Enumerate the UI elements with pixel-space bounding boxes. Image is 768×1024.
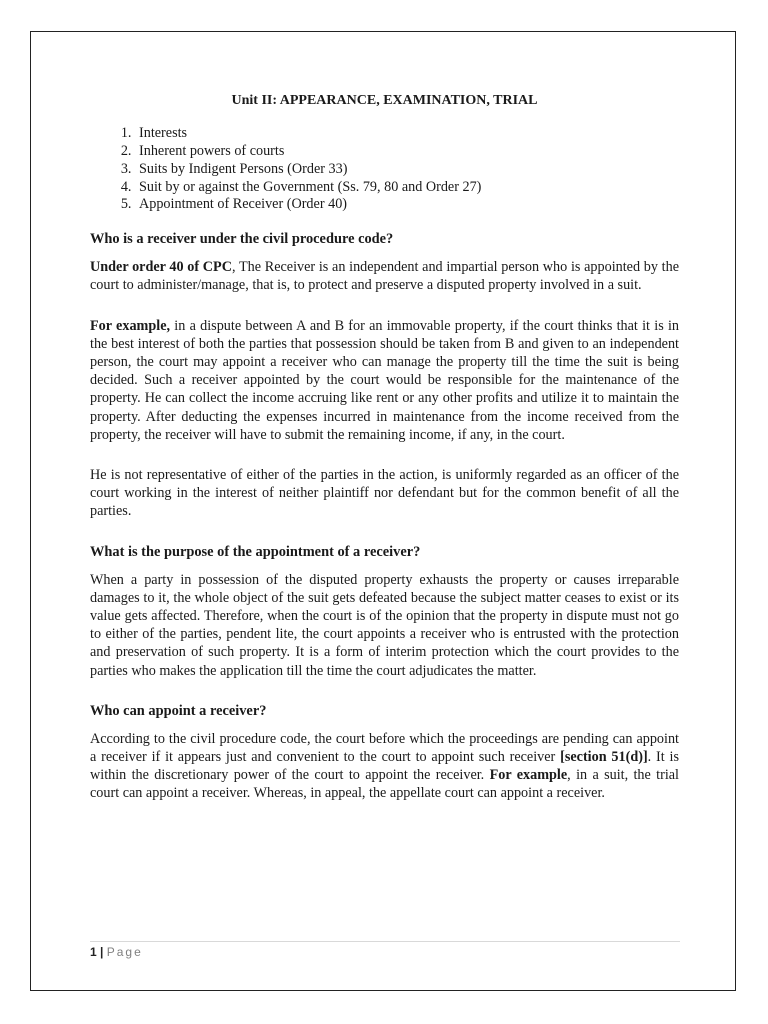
section-heading-who-can-appoint: Who can appoint a receiver? xyxy=(90,702,267,719)
paragraph-who-can-appoint xyxy=(90,730,679,803)
paragraph-text: According to the civil procedure code, the court before which the proceedings are pending can appoint a receiver if it appears just and convenient to the court to appoint such receiver xyxy=(90,730,679,766)
bold-phrase: Under order 40 of CPC xyxy=(90,259,232,276)
section-heading-purpose: What is the purpose of the appointment of a receiver? xyxy=(90,543,421,560)
page-separator: | xyxy=(100,945,104,959)
bold-phrase: [section 51(d)] xyxy=(560,749,648,766)
bold-phrase: For example xyxy=(489,767,568,784)
page-label: Page xyxy=(106,945,143,959)
topic-list xyxy=(90,125,679,214)
paragraph-text: , in a suit, the trial court can appoint a receiver. Whereas, in appeal, the appellate court can appoint a receiver. xyxy=(90,767,680,802)
page-number: 1 xyxy=(90,945,97,959)
paragraph-text: , The Receiver is an independent and impartial person who is appointed by the court to administer/manage, that is, to protect and preserve a disputed property involved in a suit. xyxy=(90,259,679,294)
paragraph-not-representative: He is not representative of either of the parties in the action, is uniformly regarded as an officer of the court working in the interest of neither plaintiff nor defendant but for the common benefit of all the parties. xyxy=(90,467,679,520)
topic-item: 3. Suits by Indigent Persons (Order 33) xyxy=(135,161,679,179)
document-body xyxy=(90,92,679,803)
page-footer xyxy=(90,944,143,960)
topic-item: 5. Appointment of Receiver (Order 40) xyxy=(135,196,679,214)
bold-phrase: For example, xyxy=(90,317,171,334)
document-title: Unit II: APPEARANCE, EXAMINATION, TRIAL xyxy=(231,93,538,108)
section-heading-receiver-definition: Who is a receiver under the civil procedure code? xyxy=(90,231,394,248)
paragraph-order-40 xyxy=(90,258,679,294)
topic-item: 2. Inherent powers of courts xyxy=(135,143,679,161)
paragraph-text: in a dispute between A and B for an immovable property, if the court thinks that it is in the best interest of both the parties that possession should be taken from B and given to an independent person, the court may appoint a receiver who can manage the property till the time the suit is being decided. Such a receiver appointed by the court would be responsible for the maintenance of the property. He can collect the income accruing like rent or any other profits and utilize it to maintain the property. After deducting the expenses incurred in maintenance from the income received from the property, the receiver will have to submit the remaining income, if any, in the court. xyxy=(90,317,680,443)
topic-item: 4. Suit by or against the Government (Ss. 79, 80 and Order 27) xyxy=(135,179,679,197)
topic-item: 1. Interests xyxy=(135,125,679,143)
footer-divider xyxy=(90,941,680,942)
paragraph-purpose: When a party in possession of the disputed property exhausts the property or causes irreparable damages to it, the whole object of the suit gets defeated because the subject matter ceases to exist or its value gets affected. Therefore, when the court is of the opinion that the property in dispute must not go to either of the parties, pendent lite, the court appoints a receiver who is entrusted with the protection and preservation of such property. It is a form of interim protection which the court provides to the parties who makes the application till the time the court adjudicates the matter. xyxy=(90,571,679,679)
paragraph-example xyxy=(90,317,679,444)
paragraph-text: . It is within the discretionary power of the court to appoint the receiver. xyxy=(90,749,679,784)
